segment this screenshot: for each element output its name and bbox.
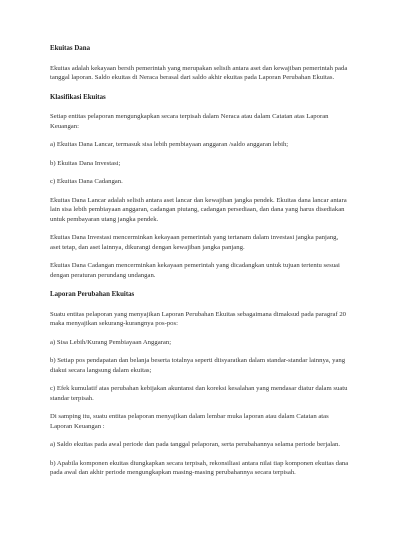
list-item-efek-kumulatif: c) Efek kumulatif atas perubahan kebijakan akuntansi dan koreksi kesalahan yang mendasar diatur dalam suatu standar terpisah. xyxy=(50,385,348,402)
paragraph-dana-investasi: Ekuitas Dana Investasi mencerminkan kekayaan pemerintah yang tertanam dalam investasi jangka panjang, aset tetap, dan aset lainnya, dikurangi dengan kewajiban jangka panjang. xyxy=(50,234,339,251)
heading-ekuitas-dana: Ekuitas Dana xyxy=(50,45,91,52)
paragraph-klasifikasi-intro: Setiap entitas pelaporan mengungkapkan secara terpisah dalam Neraca atau dalam Catatan atas Laporan Keuangan: xyxy=(50,113,329,130)
heading-laporan-perubahan-ekuitas: Laporan Perubahan Ekuitas xyxy=(50,291,135,298)
paragraph-dana-lancar: Ekuitas Dana Lancar adalah selisih antara aset lancar dan kewajiban jangka pendek. Ekuitas dana lancar antara lain sisa lebih pembiayaan anggaran, cadangan piutang, cadangan persediaan, dan dana yang harus disediakan untuk pembayaran utang jangka pendek. xyxy=(50,196,347,223)
list-item-pos-pendapatan: b) Setiap pos pendapatan dan belanja beserta totalnya seperti diisyaratkan dalam standar-standar lainnya, yang diakui secara langsung dalam ekuitas; xyxy=(50,357,346,374)
paragraph-laporan-intro: Suatu entitas pelaporan yang menyajikan Laporan Perubahan Ekuitas sebagaimana dimaksud pada paragraf 20 maka menyajikan sekurang-kurangnya pos-pos: xyxy=(50,310,347,327)
list-item-komponen-ekuitas: b) Apabila komponen ekuitas diungkapkan secara terpisah, rekonsiliasi antara nilai tiap komponen ekuitas dana pada awal dan akhir periode mengungkapkan masing-masing perubahannya secara terpisah. xyxy=(50,459,349,476)
list-item-dana-cadangan: c) Ekuitas Dana Cadangan. xyxy=(50,178,123,185)
list-item-dana-lancar: a) Ekuitas Dana Lancar, termasuk sisa lebih pembiayaan anggaran /saldo anggaran lebih; xyxy=(50,141,289,148)
list-item-saldo-ekuitas: a) Saldo ekuitas pada awal periode dan pada tanggal pelaporan, serta perubahannya selama periode berjalan. xyxy=(50,441,341,448)
paragraph-di-samping-itu: Di samping itu, suatu entitas pelaporan menyajikan dalam lembar muka laporan atau dalam Catatan atas Laporan Keuangan : xyxy=(50,413,329,430)
paragraph-dana-cadangan: Ekuitas Dana Cadangan mencerminkan kekayaan pemerintah yang dicadangkan untuk tujuan tertentu sesuai dengan peraturan perundang undangan. xyxy=(50,262,340,279)
paragraph-ekuitas-definition: Ekuitas adalah kekayaan bersih pemerintah yang merupakan selisih antara aset dan kewajiban pemerintah pada tanggal laporan. Saldo ekuitas di Neraca berasal dari saldo akhir ekuitas pada Laporan Perubahan Ekuitas. xyxy=(50,64,348,81)
heading-klasifikasi-ekuitas: Klasifikasi Ekuitas xyxy=(50,93,106,101)
list-item-sisa-lebih: a) Sisa Lebih/Kurang Pembiayaan Anggaran; xyxy=(50,338,172,346)
list-item-dana-investasi: b) Ekuitas Dana Investasi; xyxy=(50,159,121,167)
